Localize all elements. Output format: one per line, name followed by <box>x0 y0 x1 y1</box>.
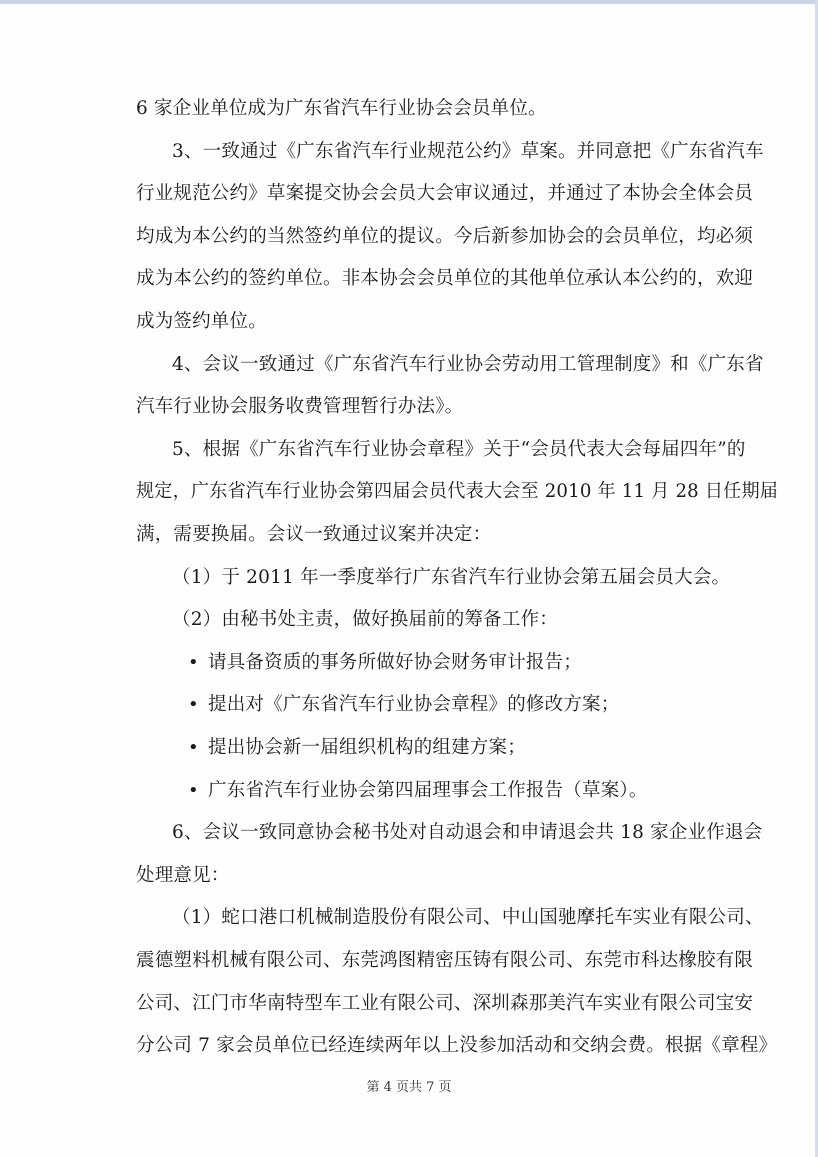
paragraph-line: 行业规范公约》草案提交协会会员大会审议通过，并通过了本协会全体会员 <box>136 183 754 204</box>
bullet-icon: • <box>188 780 199 801</box>
paragraph-line: 成为本公约的签约单位。非本协会会员单位的其他单位承认本公约的，欢迎 <box>136 268 754 289</box>
bullet-item: 请具备资质的事务所做好协会财务审计报告； <box>208 652 583 673</box>
bullet-icon: • <box>188 652 199 673</box>
scan-top-edge <box>0 0 818 4</box>
paragraph-line: （1）于 2011 年一季度举行广东省汽车行业协会第五届会员大会。 <box>172 567 731 588</box>
page-footer: 第 4 页共 7 页 <box>366 1080 452 1095</box>
paragraph-line: 震德塑料机械有限公司、东莞鸿图精密压铸有限公司、东莞市科达橡胶有限 <box>136 950 754 971</box>
bullet-icon: • <box>188 694 199 715</box>
paragraph-line: 汽车行业协会服务收费管理暂行办法》。 <box>136 396 464 417</box>
bullet-icon: • <box>188 737 199 758</box>
paragraph-line: 满，需要换届。会议一致通过议案并决定： <box>136 524 492 545</box>
paragraph-line: 均成为本公约的当然签约单位的提议。今后新参加协会的会员单位，均必须 <box>136 226 754 247</box>
paragraph-line: （1）蛇口港口机械制造股份有限公司、中山国驰摩托车实业有限公司、 <box>172 907 764 928</box>
bullet-item: 提出对《广东省汽车行业协会章程》的修改方案； <box>208 694 620 715</box>
paragraph-line: 6 家企业单位成为广东省汽车行业协会会员单位。 <box>136 98 547 119</box>
paragraph-line: （2）由秘书处主责，做好换届前的筹备工作： <box>172 609 558 630</box>
paragraph-line: 处理意见： <box>136 865 230 886</box>
bullet-item: 提出协会新一届组织机构的组建方案； <box>208 737 526 758</box>
paragraph-line: 3、一致通过《广东省汽车行业规范公约》草案。并同意把《广东省汽车 <box>172 141 764 162</box>
paragraph-line: 成为签约单位。 <box>136 311 267 332</box>
paragraph-line: 6、会议一致同意协会秘书处对自动退会和申请退会共 18 家企业作退会 <box>172 822 763 843</box>
paragraph-line: 公司、江门市华南特型车工业有限公司、深圳森那美汽车实业有限公司宝安 <box>136 993 754 1014</box>
paragraph-line: 4、会议一致通过《广东省汽车行业协会劳动用工管理制度》和《广东省 <box>172 354 764 375</box>
paragraph-line: 5、根据《广东省汽车行业协会章程》关于“会员代表大会每届四年”的 <box>172 439 746 460</box>
bullet-item: 广东省汽车行业协会第四届理事会工作报告（草案）。 <box>208 780 648 801</box>
paragraph-line: 规定，广东省汽车行业协会第四届会员代表大会至 2010 年 11 月 28 日任期届 <box>136 481 779 502</box>
paragraph-line: 分公司 7 家会员单位已经连续两年以上没参加活动和交纳会费。根据《章程》 <box>136 1035 778 1056</box>
